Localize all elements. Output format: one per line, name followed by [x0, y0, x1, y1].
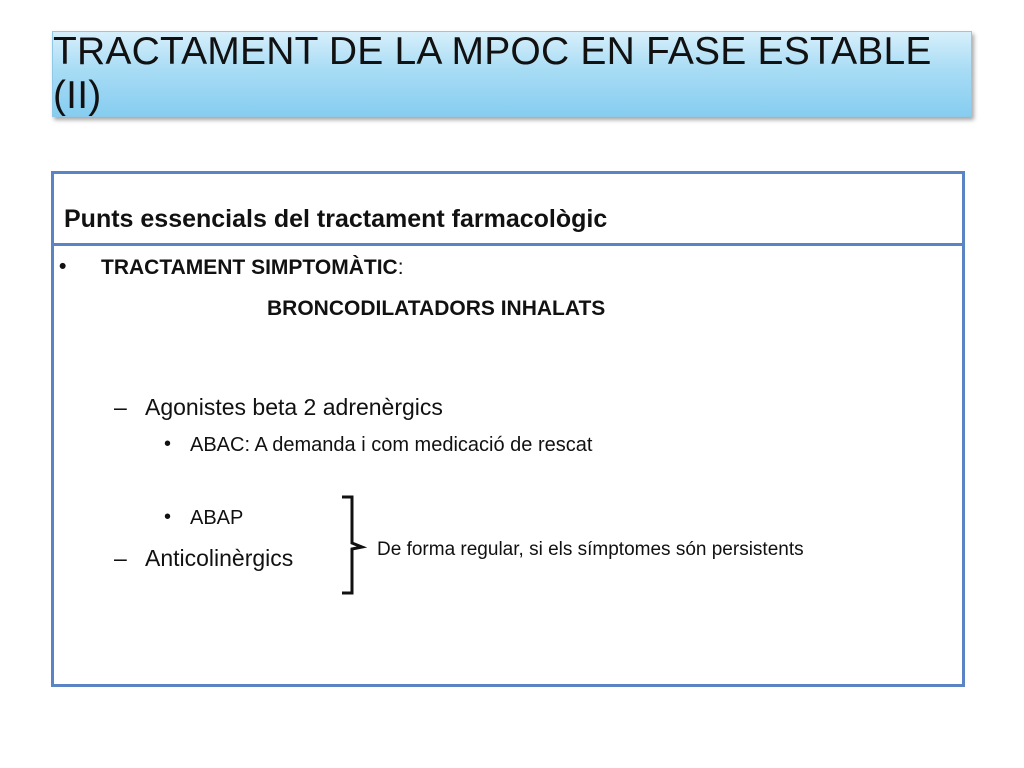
item-anticolinergics: Anticolinèrgics — [145, 545, 294, 571]
right-bracket-icon — [340, 495, 370, 595]
bullet-label-text: TRACTAMENT SIMPTOMÀTIC — [101, 256, 398, 279]
item-dash: – — [114, 545, 127, 571]
bullet-colon: : — [397, 256, 404, 279]
section-heading: Punts essencials del tractament farmacològic — [64, 205, 608, 233]
subitem-bullet: • — [164, 433, 172, 455]
content-panel — [51, 171, 965, 687]
item-dash: – — [114, 394, 127, 420]
subitem-abap: ABAP — [190, 507, 244, 529]
slide-title: TRACTAMENT DE LA MPOC EN FASE ESTABLE (II) — [53, 30, 932, 117]
title-banner — [52, 31, 972, 117]
content-header — [54, 174, 962, 246]
subitem-abac: ABAC: A demanda i com medicació de rescat — [190, 434, 593, 456]
subheading: BRONCODILATADORS INHALATS — [267, 297, 606, 320]
subitem-bullet: • — [164, 506, 172, 528]
bullet-label — [101, 256, 404, 280]
bullet-marker: • — [59, 255, 67, 278]
bracket-note: De forma regular, si els símptomes són persistents — [377, 539, 804, 560]
item-agonistes: Agonistes beta 2 adrenèrgics — [145, 394, 443, 420]
